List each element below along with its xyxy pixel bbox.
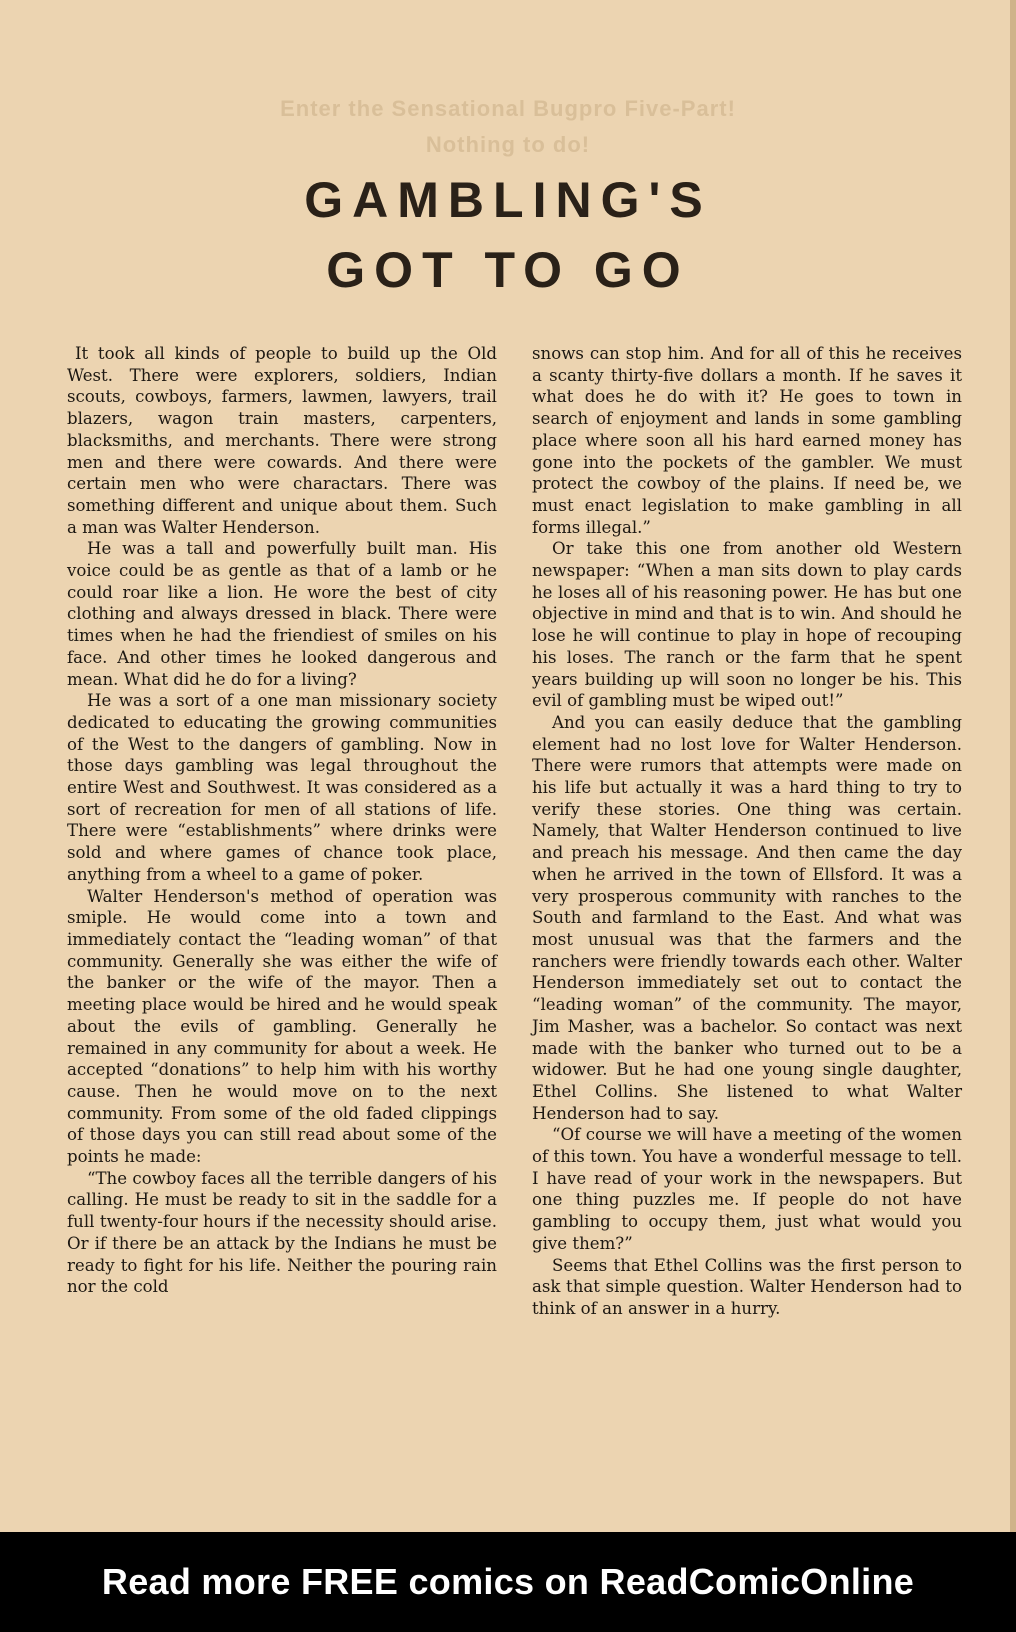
paragraph: Seems that Ethel Collins was the first person to ask that simple question. Walter Henderson had to think of an answer in a hurry.: [532, 1255, 962, 1318]
left-text-column: [67, 343, 497, 1298]
right-text-column: [532, 343, 962, 1320]
bleed-through-text-line-2: Nothing to do!: [425, 132, 591, 157]
story-title-line-2: GOT TO GO: [326, 242, 690, 298]
footer-banner[interactable]: Read more FREE comics on ReadComicOnline: [0, 1532, 1016, 1632]
story-title-line-1: GAMBLING'S: [304, 172, 712, 228]
paragraph: “Of course we will have a meeting of the women of this town. You have a wonderful message to tell. I have read of your work in the newspapers. But one thing puzzles me. If people do not have gambling to occupy them, just what would you give them?”: [532, 1125, 962, 1253]
paragraph: It took all kinds of people to build up the Old West. There were explorers, soldiers, Indian scouts, cowboys, farmers, lawmen, lawyers, trail blazers, wagon train masters, carpenters, blacksmiths, and merchants. There were strong men and there were cowards. And there were certain men who were charactars. There was something different and unique about them. Such a man was Walter Henderson.: [67, 344, 497, 537]
paragraph: Walter Henderson's method of operation was smiple. He would come into a town and immediately contact the “leading woman” of that community. Generally she was either the wife of the banker or the wife of the mayor. Then a meeting place would be hired and he would speak about the evils of gambling. Generally he remained in any community for about a week. He accepted “donations” to help him with his worthy cause. Then he would move on to the next community. From some of the old faded clippings of those days you can still read about some of the points he made:: [67, 886, 497, 1167]
bleed-through-text-line-1: Enter the Sensational Bugpro Five-Part!: [280, 96, 736, 121]
paragraph: “The cowboy faces all the terrible dangers of his calling. He must be ready to sit in the saddle for a full twenty-four hours if the necessity should arise. Or if there be an attack by the Indians he must be ready to fight for his life. Neither the pouring rain nor the cold: [67, 1168, 497, 1297]
paragraph: He was a tall and powerfully built man. His voice could be as gentle as that of a lamb or he could roar like a lion. He wore the best of city clothing and always dressed in black. There were times when he had the friendiest of smiles on his face. And other times he looked dangerous and mean. What did he do for a living?: [67, 539, 497, 689]
paragraph: snows can stop him. And for all of this he receives a scanty thirty-five dollars a month. If he saves it what does he do with it? He goes to town in search of enjoyment and lands in some gambling place where soon all his hard earned money has gone into the pockets of the gambler. We must protect the cowboy of the plains. If need be, we must enact legislation to make gambling in all forms illegal.”: [532, 344, 962, 537]
paragraph: Or take this one from another old Western newspaper: “When a man sits down to play cards he loses all of his reasoning power. He has but one objective in mind and that is to win. And should he lose he will continue to play in hope of recouping his loses. The ranch or the farm that he spent years building up will soon no longer be his. This evil of gambling must be wiped out!”: [532, 539, 962, 711]
paragraph: And you can easily deduce that the gambling element had no lost love for Walter Henderson. There were rumors that attempts were made on his life but actually it was a hard thing to try to verify these stories. One thing was certain. Namely, that Walter Henderson continued to live and preach his message. And then came the day when he arrived in the town of Ellsford. It was a very prosperous community with ranches to the South and farmland to the East. And what was most unusual was that the farmers and the ranchers were friendly towards each other. Walter Henderson immediately set out to contact the “leading woman” of the community. The mayor, Jim Masher, was a bachelor. So contact was next made with the banker who turned out to be a widower. But he had one young single daughter, Ethel Collins. She listened to what Walter Henderson had to say.: [532, 712, 962, 1123]
paragraph: He was a sort of a one man missionary society dedicated to educating the growing communities of the West to the dangers of gambling. Now in those days gambling was legal throughout the entire West and Southwest. It was considered as a sort of recreation for men of all stations of life. There were “establishments” where drinks were sold and where games of chance took place, anything from a wheel to a game of poker.: [67, 691, 497, 884]
